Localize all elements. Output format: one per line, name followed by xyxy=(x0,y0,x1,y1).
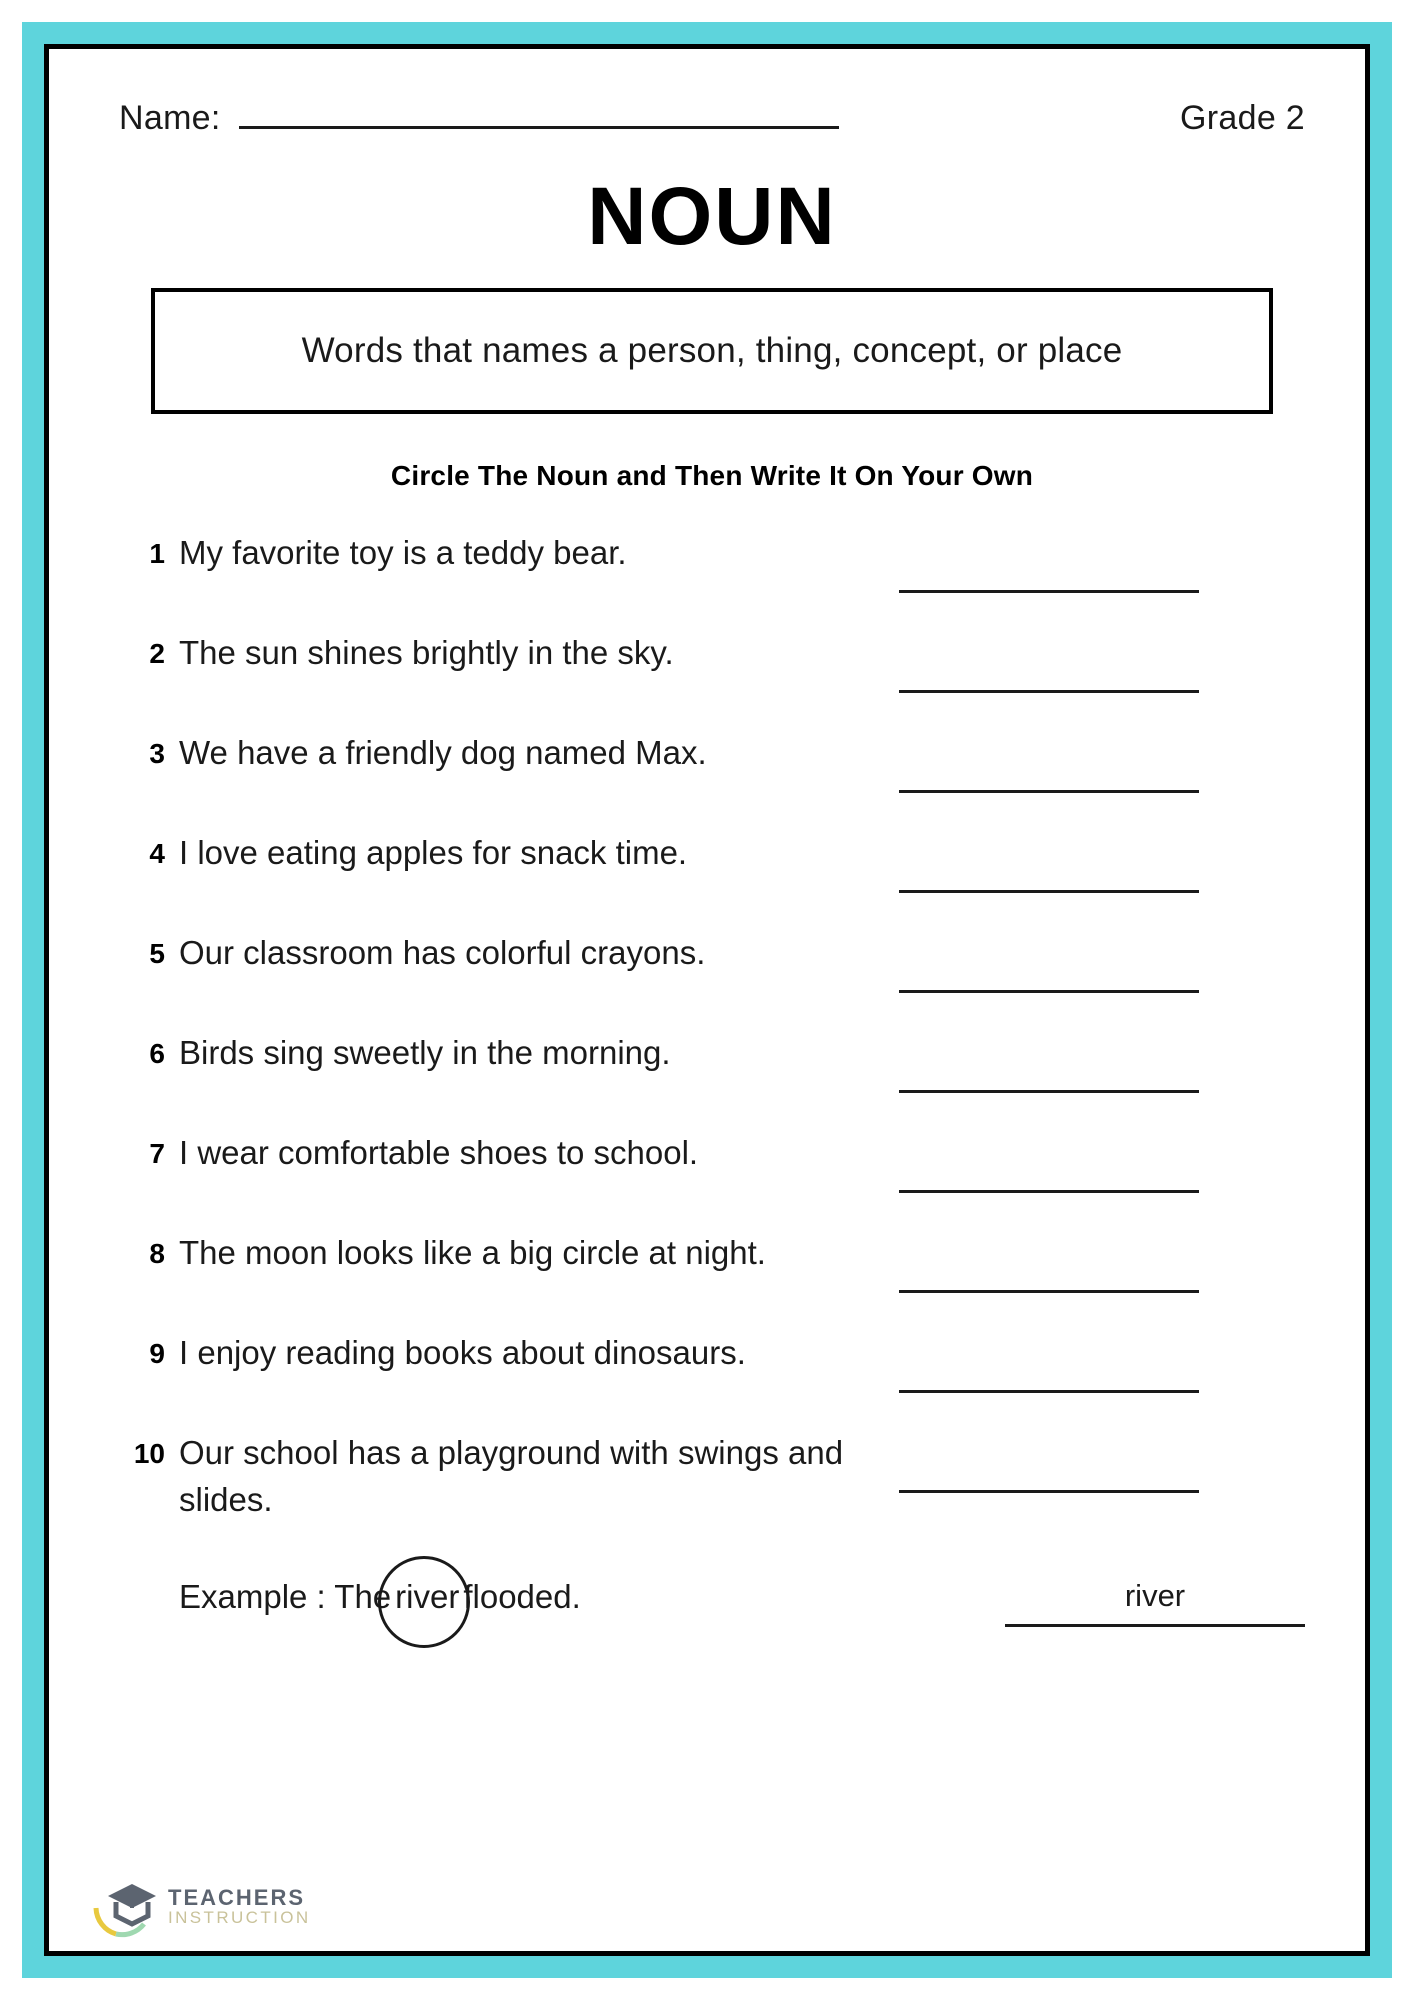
example-sentence xyxy=(119,1578,1005,1616)
example-answer-word: river xyxy=(1124,1578,1186,1613)
question-text: Our school has a playground with swings and slides. xyxy=(179,1434,844,1518)
grade-label: Grade 2 xyxy=(1180,99,1305,137)
answer-line[interactable] xyxy=(899,870,1199,893)
question-text: I enjoy reading books about dinosaurs. xyxy=(179,1334,746,1371)
name-group xyxy=(119,99,839,138)
instruction-text: Circle The Noun and Then Write It On Your Own xyxy=(390,460,1034,491)
answer-line[interactable] xyxy=(899,670,1199,693)
answer-line[interactable] xyxy=(899,1170,1199,1193)
list-item xyxy=(119,530,1305,630)
brand-text xyxy=(168,1886,311,1927)
question-number: 9 xyxy=(149,1338,165,1369)
list-item xyxy=(119,1430,1305,1530)
question-number: 4 xyxy=(149,838,165,869)
answer-line[interactable] xyxy=(899,1270,1199,1293)
question-text: The sun shines brightly in the sky. xyxy=(179,634,674,671)
list-item xyxy=(119,1230,1305,1330)
answer-line[interactable] xyxy=(899,1470,1199,1493)
example-lead: Example : The xyxy=(179,1578,392,1615)
question-text: I love eating apples for snack time. xyxy=(179,834,688,871)
example-trail: flooded. xyxy=(463,1578,581,1615)
list-item xyxy=(119,1330,1305,1430)
question-number: 3 xyxy=(149,738,165,769)
graduation-cap-icon xyxy=(88,1870,160,1942)
question-number: 8 xyxy=(149,1238,165,1269)
circled-noun xyxy=(391,1578,463,1616)
question-text: We have a friendly dog named Max. xyxy=(179,734,707,771)
question-number: 5 xyxy=(149,938,165,969)
answer-line[interactable] xyxy=(899,970,1199,993)
page-title: NOUN xyxy=(587,171,837,262)
questions-list xyxy=(119,530,1305,1530)
list-item xyxy=(119,930,1305,1030)
worksheet-content xyxy=(49,49,1365,1951)
question-number: 2 xyxy=(149,638,165,669)
list-item xyxy=(119,730,1305,830)
example-answer-line xyxy=(1005,1620,1305,1627)
example-answer xyxy=(1005,1578,1305,1627)
brand-subtitle: INSTRUCTION xyxy=(168,1907,311,1927)
list-item xyxy=(119,630,1305,730)
answer-line[interactable] xyxy=(899,1070,1199,1093)
list-item xyxy=(119,830,1305,930)
list-item xyxy=(119,1030,1305,1130)
question-number: 1 xyxy=(149,538,165,569)
answer-line[interactable] xyxy=(899,570,1199,593)
answer-line[interactable] xyxy=(899,1370,1199,1393)
question-text: The moon looks like a big circle at night. xyxy=(179,1234,766,1271)
answer-line[interactable] xyxy=(899,770,1199,793)
circled-noun-text: river xyxy=(395,1578,460,1615)
brand-title: TEACHERS xyxy=(168,1884,306,1910)
definition-box xyxy=(151,288,1273,414)
header-row xyxy=(119,99,1305,138)
name-input-line[interactable] xyxy=(239,100,839,129)
question-text: Birds sing sweetly in the morning. xyxy=(179,1034,671,1071)
question-number: 7 xyxy=(149,1138,165,1169)
example-row xyxy=(119,1578,1305,1627)
name-label: Name: xyxy=(119,99,221,137)
definition-text: Words that names a person, thing, concept, or place xyxy=(301,331,1123,370)
question-text: I wear comfortable shoes to school. xyxy=(179,1134,699,1171)
question-text: My favorite toy is a teddy bear. xyxy=(179,534,627,571)
question-number: 6 xyxy=(149,1038,165,1069)
list-item xyxy=(119,1130,1305,1230)
brand-logo xyxy=(88,1870,311,1942)
question-number: 10 xyxy=(133,1438,165,1469)
question-text: Our classroom has colorful crayons. xyxy=(179,934,706,971)
